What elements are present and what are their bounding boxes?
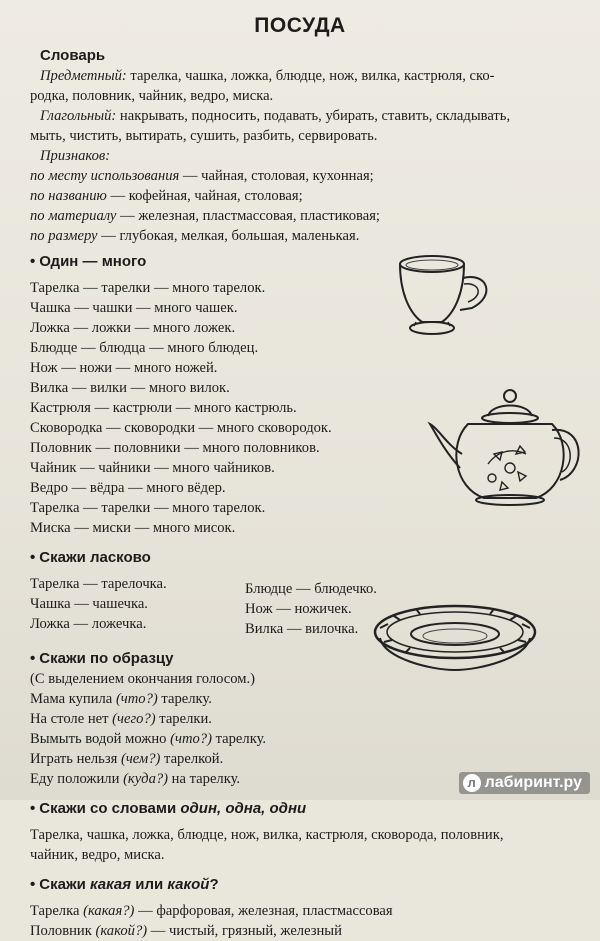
vocab-subject-label: Предметный:: [40, 68, 127, 84]
one-many-line: Миска — миски — много мисок.: [30, 520, 236, 536]
kindly-col1: [30, 574, 245, 639]
vocab-attr-row: [30, 166, 590, 186]
teapot-illustration: [418, 384, 588, 514]
attr-label: по месту использования: [30, 168, 180, 184]
with-words-heading-text: Скажи со словами: [39, 800, 181, 817]
one-many-line: Тарелка — тарелки — много тарелок.: [30, 280, 266, 296]
kindly-line: Нож — ножичек.: [245, 601, 352, 617]
one-many-line: Чайник — чайники — много чайников.: [30, 460, 275, 476]
pattern-line: Еду положили (куда?) на тарелку.: [30, 771, 241, 787]
page-title: ПОСУДА: [254, 14, 346, 37]
one-many-line: Блюдце — блюдца — много блюдец.: [30, 340, 259, 356]
which-line: Тарелка (какая?) — фарфоровая, железная, пластмассовая: [30, 903, 393, 919]
vocab-attr-row: [30, 206, 590, 226]
one-many-line: Ложка — ложки — много ложек.: [30, 320, 236, 336]
with-words-heading: • Скажи со словами один, одна, одни: [30, 800, 307, 817]
with-words-line: чайник, ведро, миска.: [30, 847, 165, 863]
kindly-heading: • Скажи ласково: [30, 549, 151, 566]
vocab-attr-label: Признаков:: [40, 148, 111, 164]
one-many-line: Сковородка — сковородки — много сковородок.: [30, 420, 332, 436]
attr-text: — железная, пластмассовая, пластиковая;: [116, 208, 380, 224]
vocab-subject-line: [30, 66, 590, 86]
attr-text: — глубокая, мелкая, большая, маленькая.: [97, 228, 360, 244]
vocab-subject-text: тарелка, чашка, ложка, блюдце, нож, вилка, кастрюля, ско-: [126, 68, 495, 84]
which-line: Половник (какой?) — чистый, грязный, железный: [30, 923, 342, 939]
pattern-line: На столе нет (чего?) тарелки.: [30, 711, 212, 727]
kindly-line: Блюдце — блюдечко.: [245, 581, 377, 597]
one-many-line: Половник — половники — много половников.: [30, 440, 320, 456]
one-many-heading-text: Один — много: [39, 253, 147, 270]
vocab-attr-row: [30, 226, 590, 246]
pattern-note: (С выделением окончания голосом.): [30, 671, 256, 687]
vocab-subject-line2: родка, половник, чайник, ведро, миска.: [30, 88, 274, 104]
one-many-line: Ведро — вёдра — много вёдер.: [30, 480, 226, 496]
one-many-line: Вилка — вилки — много вилок.: [30, 380, 230, 396]
kindly-line: Ложка — ложечка.: [30, 616, 147, 632]
vocab-verb-line2: мыть, чистить, вытирать, сушить, разбить, сервировать.: [30, 128, 378, 144]
pattern-line: Вымыть водой можно (что?) тарелку.: [30, 731, 267, 747]
one-many-line: Нож — ножи — много ножей.: [30, 360, 218, 376]
kindly-heading-text: Скажи ласково: [39, 549, 151, 566]
vocab-heading: Словарь: [40, 47, 106, 64]
one-many-line: Кастрюля — кастрюли — много кастрюль.: [30, 400, 297, 416]
attr-text: — чайная, столовая, кухонная;: [179, 168, 374, 184]
one-many-line: Чашка — чашки — много чашек.: [30, 300, 238, 316]
attr-label: по размеру: [30, 228, 98, 244]
attr-text: — кофейная, чайная, столовая;: [106, 188, 303, 204]
kindly-line: Тарелка — тарелочка.: [30, 576, 167, 592]
labirint-logo-icon: л: [463, 774, 481, 792]
attr-label: по материалу: [30, 208, 117, 224]
vocab-attr-row: [30, 186, 590, 206]
with-words-line: Тарелка, чашка, ложка, блюдце, нож, вилка, кастрюля, сковорода, половник,: [30, 827, 504, 843]
with-words-heading-words: один, одна, одни: [180, 800, 307, 817]
vocab-verb-text: накрывать, подносить, подавать, убирать, ставить, складывать,: [116, 108, 511, 124]
kindly-line: Чашка — чашечка.: [30, 596, 148, 612]
pattern-line: Играть нельзя (чем?) тарелкой.: [30, 751, 224, 767]
vocab-verb-label: Глагольный:: [40, 108, 117, 124]
one-many-line: Тарелка — тарелки — много тарелок.: [30, 500, 266, 516]
plate-illustration: [370, 598, 540, 678]
pattern-heading-text: Скажи по образцу: [39, 650, 174, 667]
watermark: [459, 772, 590, 794]
watermark-text: лабиринт.ру: [484, 774, 582, 791]
cup-illustration: [392, 250, 502, 340]
vocab-verb-line: [30, 106, 590, 126]
which-heading: • Скажи какая или какой?: [30, 876, 219, 893]
attr-label: по названию: [30, 188, 107, 204]
kindly-line: Вилка — вилочка.: [245, 621, 359, 637]
one-many-heading: • Один — много: [30, 253, 147, 270]
pattern-line: Мама купила (что?) тарелку.: [30, 691, 212, 707]
pattern-heading: • Скажи по образцу: [30, 650, 174, 667]
